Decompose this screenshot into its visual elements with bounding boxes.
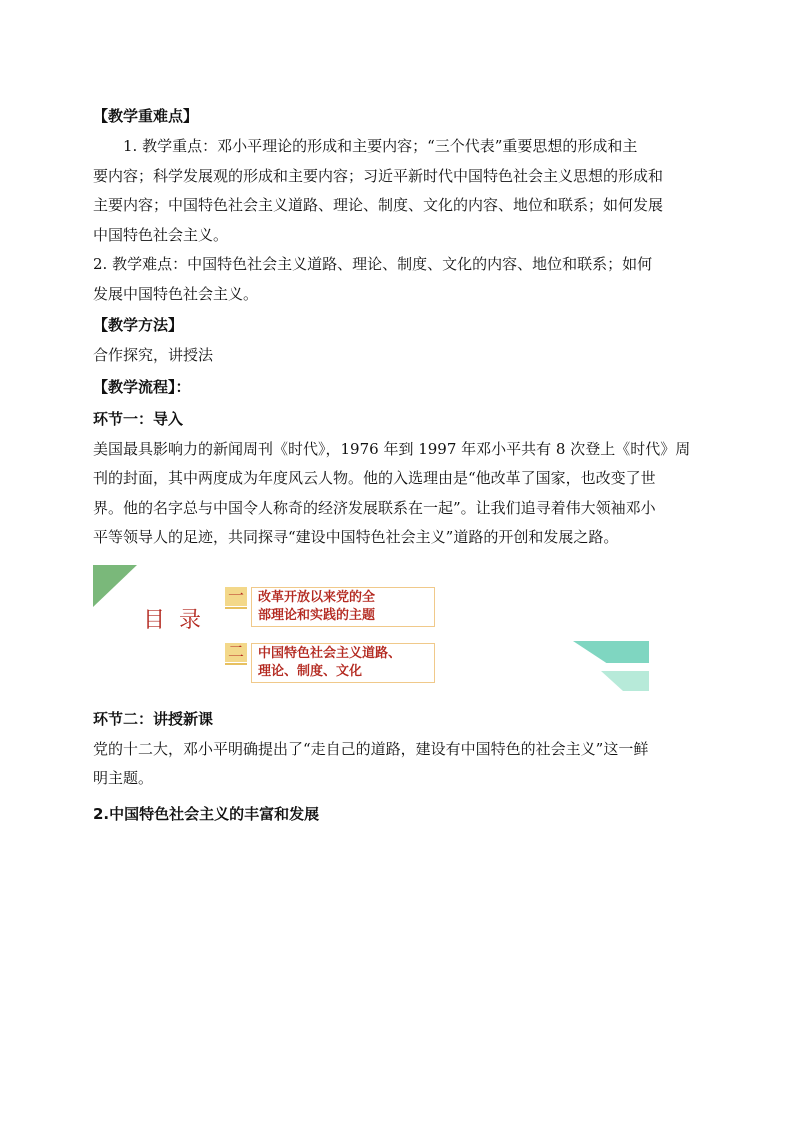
key-points-paragraph: [93, 132, 703, 250]
step2-line: 明主题。: [93, 769, 154, 787]
step1-heading: 环节一：导入: [93, 409, 184, 428]
flow-heading: 【教学流程】：: [93, 377, 191, 396]
step2-line: 党的十二大，邓小平明确提出了“走自己的道路，建设有中国特色的社会主义”这一鲜: [93, 739, 649, 758]
green-corner-triangle: [93, 565, 137, 607]
key-point-line: 要内容；科学发展观的形成和主要内容；习近平新时代中国特色社会主义思想的形成和: [93, 166, 664, 185]
catalog-item-text: 改革开放以来党的全 部理论和实践的主题: [258, 589, 376, 623]
number-underline: [225, 663, 247, 665]
catalog-slide-image: [93, 565, 649, 691]
catalog-item-box: [251, 643, 435, 683]
catalog-label: 目录: [143, 607, 216, 633]
number-underline: [225, 607, 247, 609]
catalog-item-text: 中国特色社会主义道路、 理论、制度、文化: [258, 645, 402, 679]
method-heading: 【教学方法】: [93, 316, 184, 334]
catalog-item-number: 一: [225, 587, 247, 606]
step1-line: 美国最具影响力的新闻周刊《时代》，1976 年到 1997 年邓小平共有 8 次登上《时代》周: [93, 439, 691, 458]
catalog-item-number: 二: [225, 643, 247, 662]
catalog-item: [225, 587, 435, 623]
key-point-line: 中国特色社会主义。: [93, 225, 229, 244]
catalog-item: [225, 643, 435, 679]
step1-line: 刊的封面，其中两度成为年度风云人物。他的入选理由是“他改革了国家，也改变了世: [93, 469, 656, 487]
step2-heading: 环节二：讲授新课: [93, 709, 214, 728]
key-point-line: 主要内容；中国特色社会主义道路、理论、制度、文化的内容、地位和联系；如何发展: [93, 196, 664, 214]
difficult-line: 发展中国特色社会主义。: [93, 284, 259, 303]
document-page: [93, 100, 703, 830]
difficult-points-paragraph: [93, 250, 703, 309]
teal-corner-shape: [573, 641, 649, 691]
method-text: 合作探究，讲授法: [93, 346, 214, 364]
step1-line: 平等领导人的足迹，共同探寻“建设中国特色社会主义”道路的开创和发展之路。: [93, 528, 619, 546]
catalog-item-box: [251, 587, 435, 627]
key-point-line: 1. 教学重点：邓小平理论的形成和主要内容；“三个代表”重要思想的形成和主: [123, 137, 638, 155]
key-points-heading: 【教学重难点】: [93, 107, 199, 125]
difficult-line: 2. 教学难点：中国特色社会主义道路、理论、制度、文化的内容、地位和联系；如何: [93, 255, 653, 273]
step2-paragraph: [93, 735, 703, 794]
subsection-heading: 2.中国特色社会主义的丰富和发展: [93, 804, 320, 823]
step1-line: 界。他的名字总与中国令人称奇的经济发展联系在一起”。让我们追寻着伟大领袖邓小: [93, 498, 656, 517]
step1-paragraph: [93, 435, 703, 553]
